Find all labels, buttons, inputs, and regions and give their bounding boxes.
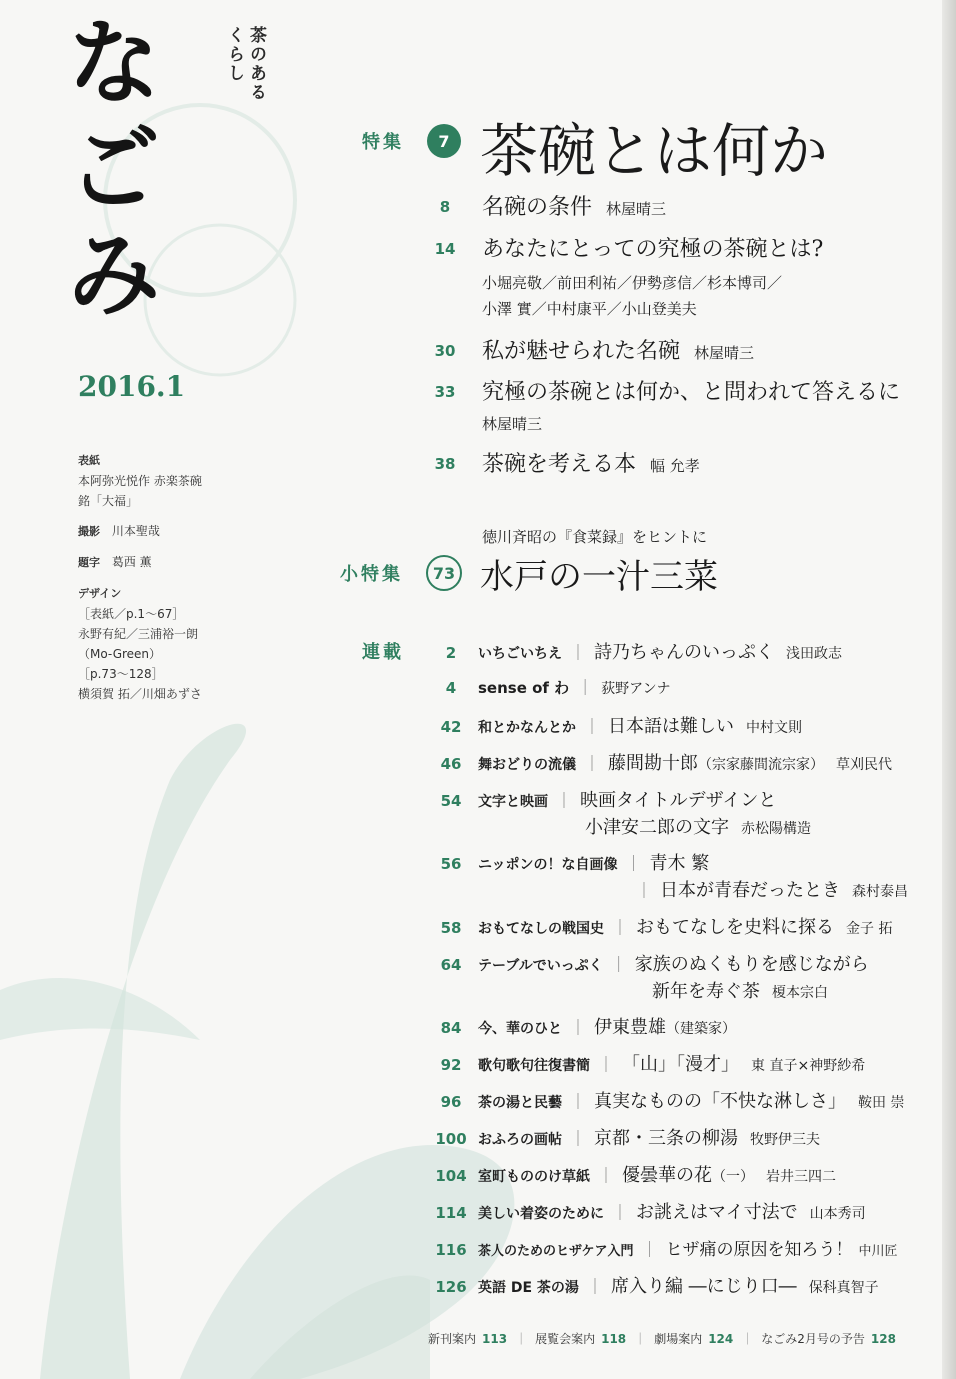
separator: ｜ (584, 717, 601, 736)
footer-label: 新刊案内 (428, 1332, 477, 1346)
credit-design-line: ［表紙／p.1〜67］ (78, 607, 185, 621)
serial-name: 茶の湯と民藝 (478, 1095, 562, 1111)
toc-author: 林屋晴三 (694, 344, 755, 362)
serial-title: 席入り編 ―にじり口― (610, 1276, 797, 1297)
serial-author: 保科真智子 (808, 1280, 879, 1296)
separator: ｜ (610, 955, 627, 974)
toc-authors-line1: 小堀亮敬／前田利祐／伊勢彦信／杉本博司／ (482, 274, 783, 292)
serial-author: 森村泰昌 (852, 884, 909, 900)
serial-author: 浅田政志 (786, 646, 843, 662)
serial-row (430, 1235, 898, 1260)
serial-name: sense of わ (478, 679, 570, 697)
serial-title: おもてなしを史料に探る (636, 917, 835, 938)
serial-name: おふろの画帖 (478, 1132, 562, 1148)
credit-photo-label: 撮影 (78, 525, 100, 538)
footer-page: 124 (708, 1332, 734, 1346)
toc-entry (482, 190, 666, 221)
serial-row (430, 675, 671, 698)
credit-title-label: 題字 (78, 556, 100, 569)
serial-page-number: 116 (435, 1241, 467, 1259)
serial-author: 榎本宗白 (772, 985, 828, 1001)
serial-title: 詩乃ちゃんのいっぷく (594, 642, 775, 663)
serial-author: 牧野伊三夫 (750, 1132, 821, 1148)
footer-page: 118 (601, 1332, 627, 1346)
credit-title-name: 葛西 薫 (111, 555, 152, 569)
toc-page-number: 38 (434, 455, 456, 473)
serial-name: 舞おどりの流儀 (478, 757, 576, 773)
separator: ｜ (741, 1332, 754, 1346)
serial-name: おもてなしの戦国史 (478, 921, 604, 937)
page-edge (942, 0, 956, 1379)
serial-name: 歌句歌句往復書簡 (478, 1058, 590, 1074)
separator: ｜ (586, 1277, 603, 1296)
separator: ｜ (612, 918, 629, 937)
serial-name: 美しい着姿のために (478, 1206, 604, 1222)
credit-title (78, 552, 248, 573)
logo-char-go: ご (68, 115, 161, 223)
serial-author: 岩井三四二 (766, 1169, 837, 1185)
serial-name: 和とかなんとか (478, 720, 576, 736)
separator: ｜ (570, 1129, 587, 1148)
serial-name: いちごいちえ (478, 646, 562, 662)
serial-page-number: 126 (435, 1278, 467, 1296)
serial-name: テーブルでいっぷく (478, 958, 603, 974)
credit-cover-label: 表紙 (78, 454, 100, 467)
serial-row (430, 712, 802, 738)
footer-label: なごみ2月号の予告 (761, 1332, 865, 1346)
serial-page-number: 100 (435, 1130, 467, 1148)
serial-name: ニッポンの！な自画像 (478, 857, 618, 873)
serial-note: （宗家藤間流宗家） (698, 757, 825, 773)
serial-author: 山本秀司 (809, 1206, 866, 1222)
serial-title: 伊東豊雄 (594, 1017, 667, 1038)
serial-label: 連載 (362, 642, 404, 663)
tagline-line-1: 茶のある (246, 26, 266, 102)
serial-row (430, 1272, 879, 1298)
serial-title-line2: 新年を寿ぐ茶 (652, 981, 760, 1002)
serial-row (430, 1198, 866, 1224)
serial-author: 東 直子×神野紗希 (751, 1058, 866, 1074)
serial-author: 赤松陽構造 (741, 821, 811, 837)
toc-author: 林屋晴三 (606, 200, 667, 218)
serial-title: 日本語は難しい (608, 716, 735, 737)
serial-title: 藤間勘十郎 (608, 753, 699, 774)
serial-page-number: 42 (440, 718, 462, 736)
footer-index (428, 1330, 896, 1347)
toc-entry (482, 334, 754, 365)
toc-authors-line2: 小澤 實／中村康平／小山登美夫 (482, 300, 697, 318)
separator: ｜ (612, 1203, 629, 1222)
credit-cover (78, 450, 248, 511)
serial-continuation (585, 813, 811, 839)
serial-row (430, 749, 892, 775)
serial-row (430, 1013, 736, 1039)
serial-note: （建築家） (666, 1021, 737, 1037)
credit-design-label: デザイン (78, 587, 122, 600)
toc-page-number: 33 (434, 383, 456, 401)
serial-author: 草刈民代 (836, 757, 893, 773)
toc-page-number: 8 (439, 198, 451, 216)
toc-title: 名碗の条件 (482, 195, 593, 220)
serial-title: 青木 繁 (649, 853, 710, 874)
credit-design (78, 583, 248, 704)
separator: ｜ (634, 1332, 647, 1346)
toc-entry (482, 447, 700, 478)
serial-author: 金子 拓 (846, 921, 893, 937)
separator: ｜ (584, 754, 601, 773)
toc-page-number: 30 (434, 342, 456, 360)
serial-title: お誂えはマイ寸法で (636, 1202, 798, 1223)
credit-cover-line2: 銘「大福」 (78, 494, 139, 508)
serial-title: 真実なものの「不快な淋しさ」 (594, 1091, 847, 1112)
mini-feature-title: 水戸の一汁三菜 (480, 557, 718, 597)
footer-label: 展覧会案内 (535, 1332, 596, 1346)
tagline-line-2: くらし (224, 26, 244, 83)
serial-name: 英語 DE 茶の湯 (478, 1280, 579, 1296)
logo-char-mi: み (68, 221, 161, 329)
toc-entry (482, 375, 900, 406)
serial-page-number: 46 (440, 755, 462, 773)
serial-title: 「山」「漫才」 (622, 1054, 740, 1075)
serial-row (430, 849, 709, 875)
serial-author: 荻野アンナ (601, 681, 671, 697)
toc-entry (482, 232, 823, 263)
credit-cover-line1: 本阿弥光悦作 赤楽茶碗 (78, 474, 202, 488)
serial-row (430, 1087, 904, 1113)
toc-page-number: 14 (434, 240, 456, 258)
issue-date: 2016.1 (78, 370, 186, 403)
serial-row (430, 638, 842, 664)
serial-row (430, 913, 892, 939)
serial-author: 鞍田 崇 (858, 1095, 905, 1111)
serial-name: 室町もののけ草紙 (478, 1169, 590, 1185)
serial-row (430, 950, 869, 976)
serial-page-number: 104 (435, 1167, 467, 1185)
serial-page-number: 64 (440, 956, 462, 974)
serial-title: 優曇華の花 (622, 1165, 713, 1186)
toc-author: 林屋晴三 (482, 415, 543, 433)
serial-page-number: 92 (440, 1056, 462, 1074)
separator: ｜ (598, 1166, 615, 1185)
serial-continuation (652, 977, 828, 1003)
serial-author: 中村文則 (746, 720, 803, 736)
magazine-logo (68, 10, 160, 328)
credit-design-line: ［p.73〜128］ (78, 667, 164, 681)
serial-note: （一） (712, 1169, 755, 1185)
serial-row (430, 1124, 820, 1150)
serial-page-number: 84 (440, 1019, 462, 1037)
serial-author: 中川匠 (858, 1244, 898, 1259)
toc-title: あなたにとっての究極の茶碗とは? (482, 237, 824, 262)
serial-continuation (636, 876, 908, 902)
credit-photo (78, 521, 248, 542)
mini-feature-label: 小特集 (340, 564, 403, 585)
serial-name: 茶人のためのヒザケア入門 (478, 1244, 634, 1259)
mini-feature-subtitle: 徳川斉昭の『食菜録』をヒントに (482, 528, 708, 546)
mini-feature-page-badge: 73 (426, 555, 462, 591)
serial-page-number: 114 (435, 1204, 467, 1222)
serial-page-number: 4 (445, 679, 457, 697)
toc-title: 私が魅せられた名碗 (482, 339, 681, 364)
footer-page: 128 (870, 1332, 896, 1346)
credits-block (78, 450, 248, 714)
separator: ｜ (577, 678, 594, 697)
credit-design-line: （Mo-Green） (78, 647, 162, 661)
serial-page-number: 56 (440, 855, 462, 873)
separator: ｜ (641, 1240, 658, 1259)
serial-title-line2: 日本が青春だったとき (660, 880, 841, 901)
footer-label: 劇場案内 (654, 1332, 703, 1346)
serial-title: ヒザ痛の原因を知ろう！ (665, 1240, 853, 1260)
separator: ｜ (570, 643, 587, 662)
credit-design-line: 横須賀 拓／川畑あずさ (78, 687, 202, 701)
separator: ｜ (570, 1092, 587, 1111)
serial-page-number: 58 (440, 919, 462, 937)
toc-title: 究極の茶碗とは何か、と問われて答えるに (482, 380, 901, 405)
serial-name: 今、華のひと (478, 1021, 562, 1037)
serial-page-number: 2 (445, 644, 457, 662)
credit-design-line: 永野有紀／三浦裕一朗 (78, 627, 199, 641)
serial-name: 文字と映画 (478, 794, 548, 810)
separator: ｜ (570, 1018, 587, 1037)
serial-title-line2: 小津安二郎の文字 (585, 817, 729, 838)
serial-title: 家族のぬくもりを感じながら (634, 954, 869, 975)
credit-photo-name: 川本聖哉 (111, 524, 160, 538)
separator: ｜ (556, 791, 573, 810)
separator: ｜ (625, 854, 642, 873)
serial-row (430, 1161, 836, 1187)
feature-page-badge: 7 (427, 124, 461, 158)
separator: ｜ (636, 881, 653, 900)
feature-label: 特集 (362, 132, 404, 153)
serial-title: 映画タイトルデザインと (580, 790, 777, 811)
toc-title: 茶碗を考える本 (482, 452, 637, 477)
serial-row (430, 1050, 865, 1076)
footer-page: 113 (482, 1332, 508, 1346)
serial-row (430, 786, 776, 812)
serial-page-number: 96 (440, 1093, 462, 1111)
feature-title: 茶碗とは何か (480, 117, 829, 185)
separator: ｜ (598, 1055, 615, 1074)
serial-title: 京都・三条の柳湯 (594, 1128, 739, 1149)
serial-page-number: 54 (440, 792, 462, 810)
separator: ｜ (515, 1332, 528, 1346)
logo-char-na: な (68, 9, 161, 117)
toc-author: 幅 允孝 (650, 457, 700, 475)
